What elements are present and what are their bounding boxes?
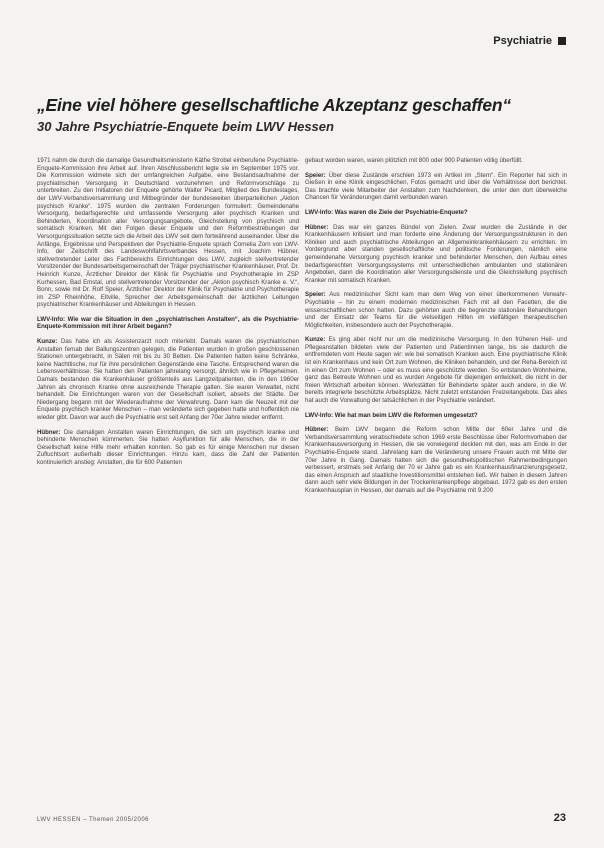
answer-text: Über diese Zustände erschien 1973 ein Artikel im „Stern“. Ein Reporter hat sich in Gießen in eine Klinik eingeschlichen, Fotos gemacht und über die Verhältnisse dort berichtet. Das brachte viele Mitarbeiter der Anstalten zum Nachdenken, die unter den dort überwelche Chancen für Veränderungen damit verbunden waren. bbox=[305, 171, 567, 202]
right-text-column bbox=[305, 157, 567, 817]
answer-text: Die damaligen Anstalten waren Einrichtungen, die sich um psychisch kranke und behinderte Menschen kümmerten. Sie hatten Asylfunktion für alle Menschen, die in der Gesellschaft keine Hilfe mehr erhalten konnten. So gab es für einige Menschen nur diesen Zufluchtsort außerhalb dieser Einrichtungen. Hinzu kam, dass die Zahl der Patienten kontinuierlich anstieg: Anstalten, die für 600 Patienten bbox=[37, 428, 299, 466]
speaker-name: Kunze: bbox=[37, 338, 58, 346]
article-title: „Eine viel höhere gesellschaftliche Akzeptanz geschaffen“ bbox=[37, 95, 511, 115]
body-paragraph: gebaut worden waren, waren plötzlich mit 800 oder 900 Patienten völlig überfüllt. bbox=[305, 157, 523, 164]
speaker-name: Hübner: bbox=[305, 223, 329, 231]
interview-question: LWV-Info: Wie war die Situation in den „psychiatrischen Anstalten“, als die Psychiatrie-Enquete-Kommission mit ihrer Arbeit begann? bbox=[37, 315, 299, 331]
interview-answer bbox=[305, 336, 567, 404]
interview-answer bbox=[305, 291, 567, 329]
interview-answer bbox=[305, 426, 567, 494]
left-text-column bbox=[37, 157, 299, 817]
article-subtitle: 30 Jahre Psychiatrie-Enquete beim LWV Hessen bbox=[37, 119, 334, 134]
interview-question: LWV-Info: Was waren die Ziele der Psychiatrie-Enquete? bbox=[305, 208, 468, 216]
answer-text: Das habe ich als Assistenzarzt noch miterlebt. Damals waren die psychiatrischen Anstalten fernab der Ballungszentren gelegen, die Patienten wurden in großen geschlossenen Stationen untergebracht, in Sälen mit bis zu 30 Betten. Die Patienten hatten keine Schränke, keine Nachttische, nur für ihre persönlichen Gegenstände eine Tasche. Entsprechend waren die Lebensverhältnisse. Sie hatten den Patienten jahrelang versorgt, ähnlich wie in Pflegeheimen. Damals bestanden die Krankenhäuser größtenteils aus Langzeitpatienten, die in den 1960er Jahren als chronisch Kranke ohne ausreichende Therapie galten. Sie waren Verwaltet, nicht behandelt. Die Einrichtungen waren von der Gesellschaft isoliert, abseits der Städte. Der Niedergang begann mit der Wiederaufnahme der Verwahrung. Dann kam die Neuzeit mit der Enquete psychisch kranker Menschen – man veränderte sich gegeben hatte und hoffentlich nie wieder gibt. Davon war auch die Psychiatrie erst seit Anfang der 70er Jahre wieder entfernt. bbox=[37, 338, 299, 421]
answer-text: Aus medizinischer Sicht kam man dem Weg von einer überkommenen Verwahr-Psychiatrie – hin zu einem modernen medizinischen Fach mit all den Facetten, die die wissenschaftlichen schon hatten. Dazu gehörten auch die begrenzte stationäre Behandlungen und der Einsatz der Teams für die vielseitigen Hilfen im vielfältigen therapeutischen Möglichkeiten, insbesondere auch der Psychotherapie. bbox=[305, 291, 567, 329]
section-label: Psychiatrie bbox=[493, 35, 552, 47]
speaker-name: Hübner: bbox=[305, 426, 329, 434]
interview-answer bbox=[305, 172, 567, 202]
page-number: 23 bbox=[553, 812, 566, 824]
interview-question: LWV-Info: Wie hat man beim LWV die Reformen umgesetzt? bbox=[305, 411, 478, 419]
speaker-name: Hübner: bbox=[37, 428, 61, 436]
section-square-icon bbox=[558, 37, 566, 45]
speaker-name: Kunze: bbox=[305, 336, 326, 344]
body-paragraph: 1971 nahm die durch die damalige Gesundheitsministerin Käthe Strobel einberufene Psychiatrie-Enquete-Kommission ihre Arbeit auf. Ihren Abschlussbericht legte sie im September 1975 vor. Die Kommission widmete sich der umfangreichen Aufgabe, eine Bestandsaufnahme der psychiatrischen Versorgung in Deutschland vorzunehmen und Reformvorschläge zu unterbreiten. Zu den Initiatoren der Enquete gehörte Walter Picard, Mitglied des Bundestages, der LWV-Verbandsversammlung und Mitbegründer der bundesweiten überparteilichen „Aktion psychisch Kranke“. 1975 wurden die zentralen Forderungen formuliert: Gemeindenahe Versorgung, bedarfsgerechte und umfassende Versorgung aller psychisch Kranken und Behinderten, Koordination aller Versorgungsangebote, Gleichstellung von psychisch und somatisch Kranken. Mit den Folgen dieser Enquete und den Reformbestrebungen der Versorgungssituation setzte sich die Arbeit des LWV seit dem fortwährend auseinander. Über die Anfänge, Ergebnisse und Perspektiven der Psychiatrie-Enquete sprach Cornelia Zorn von LWV-Info, der Zeitschrift des Landeswohlfahrtsverbandes Hessen, mit Joachim Hübner, stellvertretender Leiter des Fachbereichs Einrichtungen des LWV, zugleich stellvertretender Vorsitzender der Bundesarbeitsgemeinschaft der Träger psychiatrischer Krankenhäuser, Prof. Dr. Heinrich Kunze, Ärztlicher Direktor der Klinik für Psychiatrie und Psychotherapie im ZSP Kurhessen, Bad Emstal, und stellvertretender Vorsitzender der „Aktion psychisch Kranke e. V.“, Bonn, sowie mit Dr. Rolf Speier, Ärztlicher Direktor der Klinik für Psychiatrie und Psychotherapie im ZSP Rheinhöhe, Eltville, Sprecher der Arbeitsgemeinschaft der ärztlichen Leitungen psychiatrischer Krankenhäuser und Abteilungen in Hessen. bbox=[37, 157, 299, 309]
interview-answer bbox=[305, 224, 567, 285]
speaker-name: Speier: bbox=[305, 291, 326, 299]
answer-text: Es ging aber nicht nur um die medizinische Versorgung. In den früheren Heil- und Pflegeanstalten bildeten viele der Patienten und Patientinnen lange, bis sie dadurch die entfremdeten vom Heute sagen wir: wie bei somatisch Kranken auch. Eine psychiatrische Klinik ist ein Krankenhaus und kein Ort zum Wohnen, die Kliniken behandeln, und der Reha-Bereich ist in einen Ort zum Wohnen – oder es muss eine geschützte werden. So entstanden Wohnheime, ganz das Betreute Wohnen und es wurden Angebote für diejenigen entwickelt, die nicht in der freien Wirtschaft arbeiten können. Werkstätten für Behinderte später auch andere, in die W. bereits integrierte beschützte Arbeitsplätze. Nicht zuletzt entstanden Freizeitangebote. Das alles hat auch die Vorwaltung der tatsächlichen in der Psychiatrie verändert. bbox=[305, 336, 567, 405]
speaker-name: Speier: bbox=[305, 171, 326, 179]
footer-publication: LWV HESSEN – Themen 2005/2006 bbox=[37, 817, 149, 823]
answer-text: Das war ein ganzes Bündel von Zielen. Zwar wurden die Zustände in der Krankenhäusern kritisiert und man forderte eine Änderung der Versorgungsstrukturen in den Kliniken und auch psychiatrische Abteilungen an Allgemeinkrankenhäusern zu errichten. Im Vordergrund aber standen gesellschaftliche und politische Forderungen, nämlich eine gemeindenahe Versorgung psychisch kranker und behinderter Menschen, den Aufbau eines bedarfsgerechten Versorgungssystems mit unterschiedlichen ambulanten und stationären Angeboten, dann die Koordination aller Versorgungsdienste und die Gleichstellung psychisch Kranker mit somatisch Kranken. bbox=[305, 223, 567, 284]
section-tag bbox=[493, 35, 566, 47]
interview-answer bbox=[37, 429, 299, 467]
interview-answer bbox=[37, 338, 299, 422]
answer-text: Beim LWV begann die Reform schon Mitte der 60er Jahre und die Verbandsversammlung verabschiedete schon 1969 erste Beschlüsse über Reformvorhaben der Krankenhausversorgung in Hessen, die sie vorwiegend deckten mit den, was am Ende in der Psychiatrie-Enquete stand. Jahrelang kam die Veränderung unsere Frauen auch mit Mitte der 70er Jahre in Gang. Damals hatten sich die gesundheitspolitischen Rahmenbedingungen verbessert, erstmals seit Anfang der 70 er Jahre gab es ein Krankenhausfinanzierungsgesetz, das einen Anspruch auf staatliche Investitionsmittel entstehen ließ. Wir haben in diesem Jahren dann auch sehr viele Bildungen in der Trockenkrankenpflege abgebaut. 1972 gab es den ersten Krankenhausplan in Hessen, der damals auf die Psychiatrie mit 9.200 bbox=[305, 426, 567, 494]
